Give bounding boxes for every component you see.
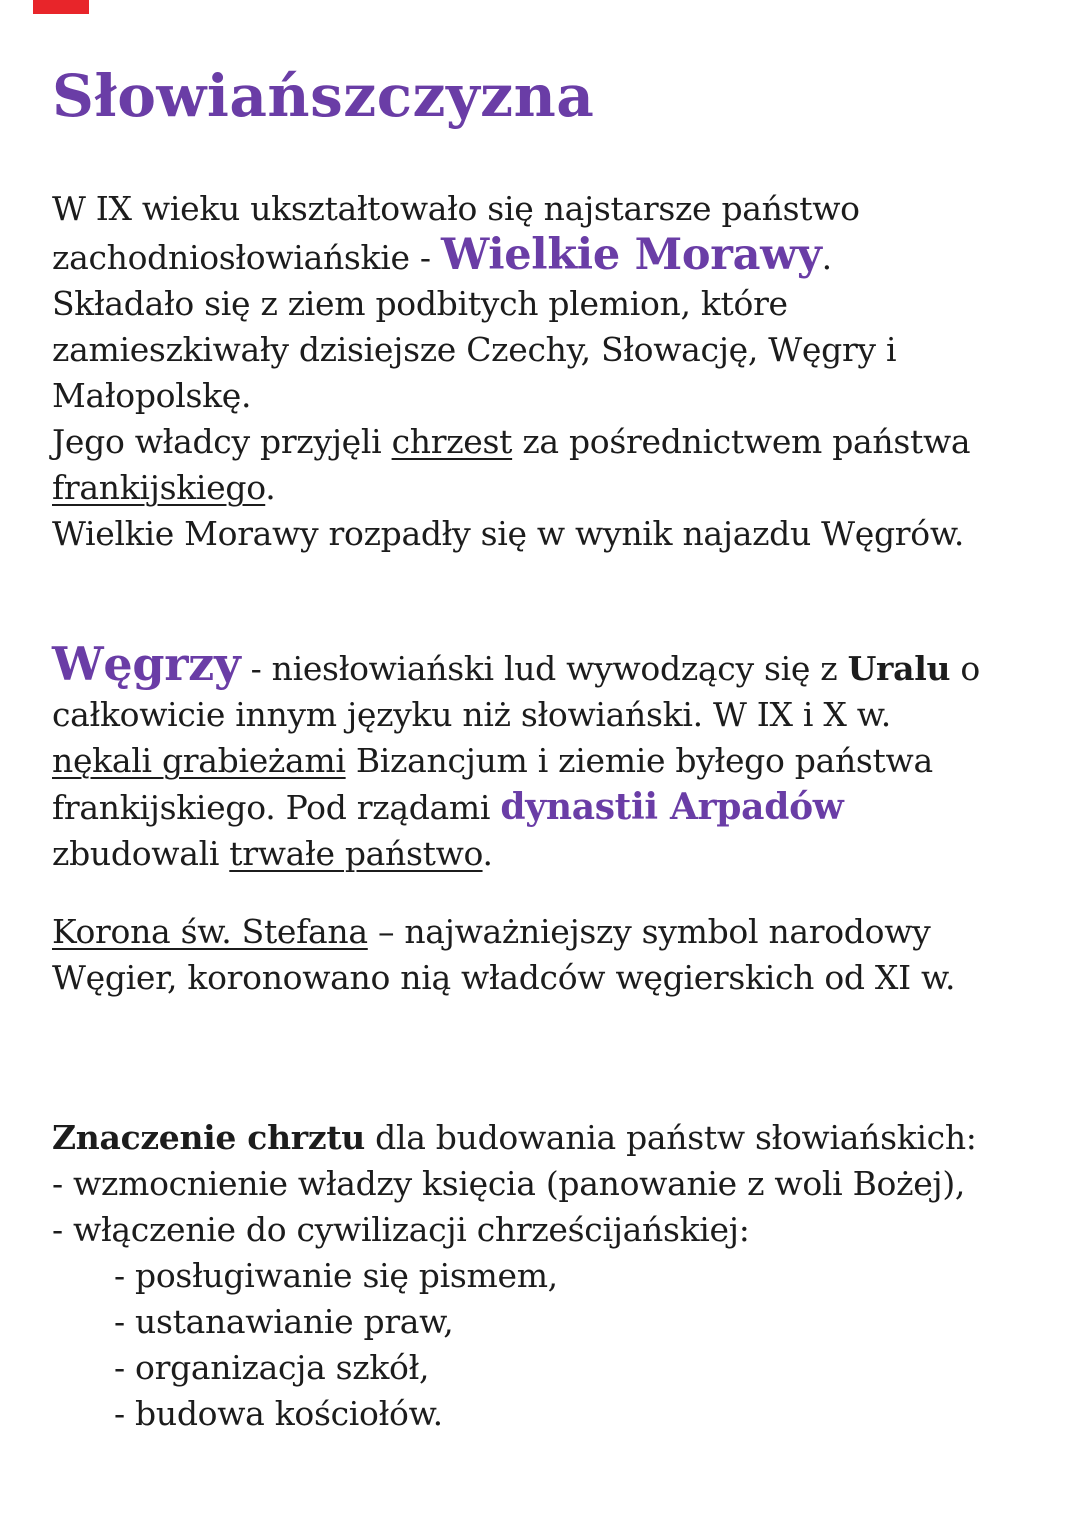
text-run: zbudowali <box>52 834 230 873</box>
text-run: zachodniosłowiańskie - <box>52 238 441 277</box>
underlined-term: chrzest <box>391 422 513 461</box>
text-line <box>52 738 1036 784</box>
text-line <box>52 327 1036 373</box>
text-run: całkowicie innym języku niż słowiański. W IX i X w. <box>52 695 891 734</box>
purple-keyword: Wielkie Morawy <box>440 230 822 280</box>
text-run: Węgier, koronowano nią władców węgierskich od XI w. <box>52 958 956 997</box>
purple-keyword: dynastii Arpadów <box>500 786 844 828</box>
text-line <box>52 1391 1036 1437</box>
text-line <box>52 955 1036 1001</box>
text-line <box>52 232 1036 281</box>
text-line <box>52 1299 1036 1345</box>
corner-red-mark <box>33 0 89 14</box>
underlined-term: nękali grabieżami <box>52 741 346 780</box>
text-line <box>52 419 1036 465</box>
bold-term: Znaczenie chrztu <box>52 1118 365 1157</box>
text-run: – najważniejszy symbol narodowy <box>367 912 931 951</box>
text-line <box>52 784 1036 831</box>
text-line <box>52 1207 1036 1253</box>
text-line <box>52 692 1036 738</box>
text-run: o <box>950 649 980 688</box>
underlined-term: frankijskiego <box>52 468 266 507</box>
text-run: - posługiwanie się pismem, <box>114 1256 558 1295</box>
text-run: zamieszkiwały dzisiejsze Czechy, Słowację, Węgry i <box>52 330 897 369</box>
text-line <box>52 373 1036 419</box>
text-line <box>52 1115 1036 1161</box>
underlined-term: Korona św. Stefana <box>52 912 368 951</box>
paragraph-wegrzy <box>52 637 1036 877</box>
text-line <box>52 186 1036 232</box>
text-run: - wzmocnienie władzy księcia (panowanie z woli Bożej), <box>52 1164 966 1203</box>
bold-term: Uralu <box>847 649 951 688</box>
text-run: - włączenie do cywilizacji chrześcijańskiej: <box>52 1210 750 1249</box>
text-run: - ustanawianie praw, <box>114 1302 454 1341</box>
text-line <box>52 1253 1036 1299</box>
text-line <box>52 831 1036 877</box>
text-run: frankijskiego. Pod rządami <box>52 788 501 827</box>
text-run: . <box>482 834 493 873</box>
text-line <box>52 1345 1036 1391</box>
text-run: Składało się z ziem podbitych plemion, które <box>52 284 788 323</box>
text-run: . <box>821 238 832 277</box>
text-run: - niesłowiański lud wywodzący się z <box>240 649 848 688</box>
text-run: . <box>265 468 276 507</box>
underlined-term: trwałe państwo <box>229 834 483 873</box>
text-line <box>52 281 1036 327</box>
text-line <box>52 511 1036 557</box>
text-run: - organizacja szkół, <box>114 1348 430 1387</box>
paragraph-znaczenie-chrztu <box>52 1115 1036 1437</box>
paragraph-wielkie-morawy <box>52 186 1036 557</box>
text-line <box>52 637 1036 692</box>
text-run: Małopolskę. <box>52 376 252 415</box>
text-run: Wielkie Morawy rozpadły się w wynik najazdu Węgrów. <box>52 514 965 553</box>
text-line <box>52 909 1036 955</box>
text-run: za pośrednictwem państwa <box>512 422 971 461</box>
purple-keyword: Węgrzy <box>52 637 241 691</box>
text-run: dla budowania państw słowiańskich: <box>364 1118 977 1157</box>
text-line <box>52 1161 1036 1207</box>
text-run: - budowa kościołów. <box>114 1394 443 1433</box>
text-run: Jego władcy przyjęli <box>52 422 392 461</box>
paragraph-korona-sw-stefana <box>52 909 1036 1001</box>
text-run: W IX wieku ukształtowało się najstarsze państwo <box>52 189 860 228</box>
text-line <box>52 465 1036 511</box>
page-title: Słowiańszczyzna <box>52 62 595 130</box>
text-run: Bizancjum i ziemie byłego państwa <box>345 741 933 780</box>
